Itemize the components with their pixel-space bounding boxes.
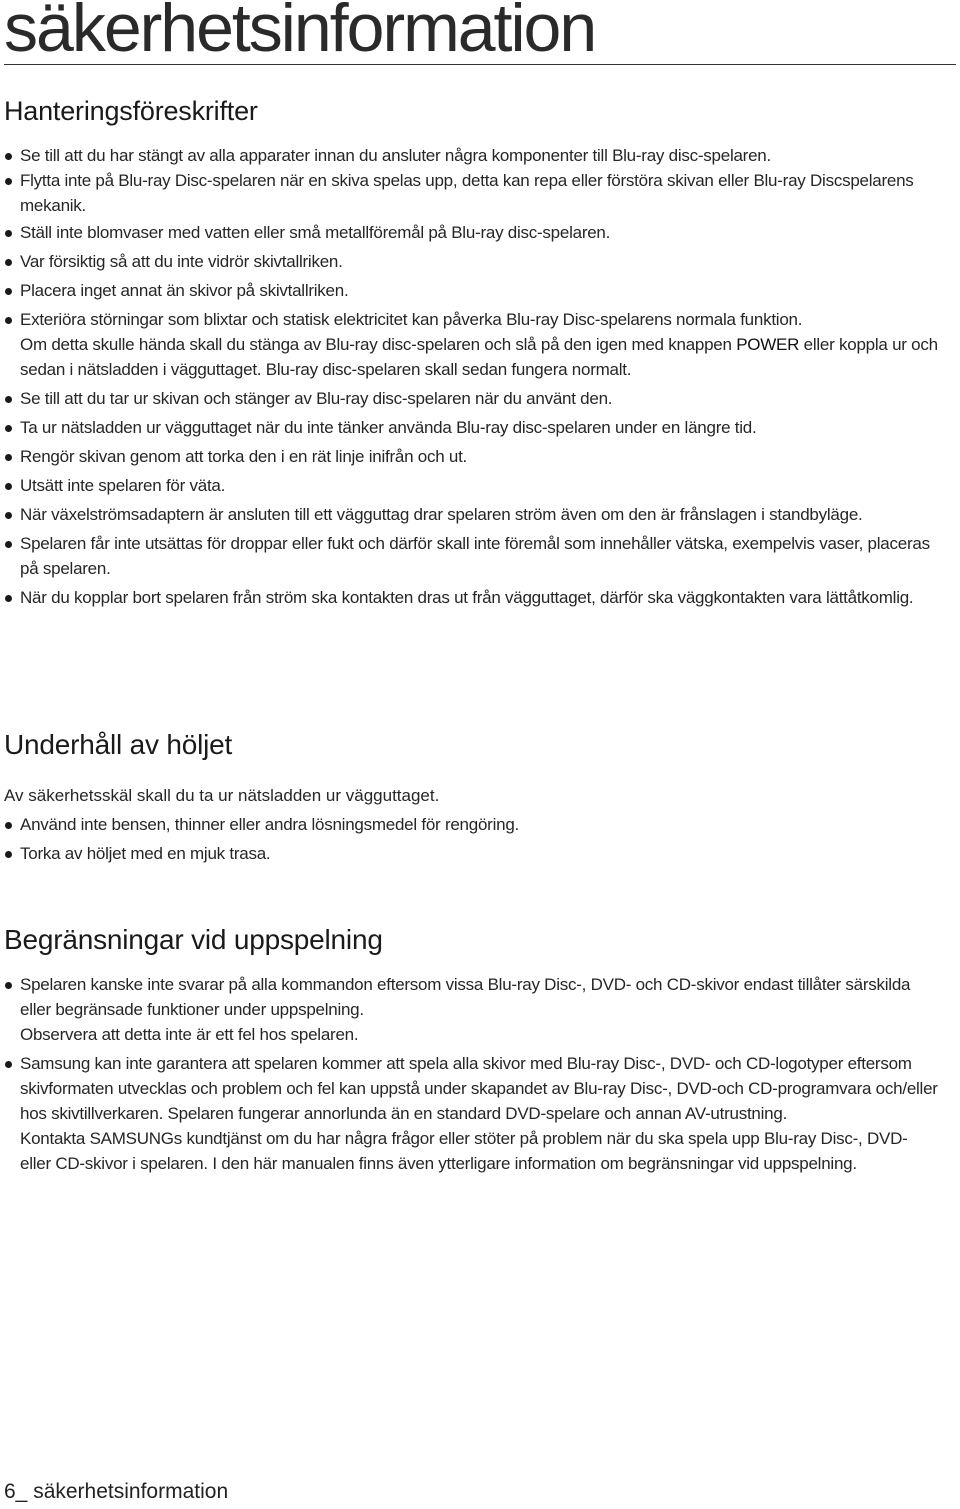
list-item: Samsung kan inte garantera att spelaren kommer att spela alla skivor med Blu-ray Disc-, DVD- och CD-logotyper eftersom skivformaten utvecklas och problem och fel kan uppstå under skapandet av Blu-ray Disc-, DVD-och CD-programvara och/eller hos skivtillverkaren. Spelaren fungerar annorlunda än en standard DVD-spelare och annan AV-utrustning. Kontakta SAMSUNGs kundtjänst om du har några frågor eller stöter på problem när du ska spela upp Blu-ray Disc-, DVD- eller CD-skivor i spelaren. I den här manualen finns även ytterligare information om begränsningar vid uppspelning. — [20, 1053, 938, 1173]
maintenance-intro: Av säkerhetsskäl skall du ta ur nätsladden ur vägguttaget. — [4, 785, 440, 805]
list-item: Ställ inte blomvaser med vatten eller små metallföremål på Blu-ray disc-spelaren. — [20, 222, 611, 242]
list-item: Var försiktig så att du inte vidrör skivtallriken. — [20, 251, 343, 271]
maintenance-list — [4, 812, 942, 866]
list-item: Rengör skivan genom att torka den i en rät linje inifrån och ut. — [20, 446, 468, 466]
list-item: Använd inte bensen, thinner eller andra lösningsmedel för rengöring. — [20, 814, 519, 834]
handling-list — [4, 143, 942, 610]
footer-label: säkerhetsinformation — [33, 1480, 229, 1503]
list-item: Flytta inte på Blu-ray Disc-spelaren när en skiva spelas upp, detta kan repa eller förstöra skivan eller Blu-ray Discspelarens mekanik. — [20, 170, 914, 215]
limitations-list — [4, 972, 942, 1176]
list-item: Spelaren kanske inte svarar på alla kommandon eftersom vissa Blu-ray Disc-, DVD- och CD-skivor endast tillåter särskilda eller begränsade funktioner under uppspelning. Observera att detta inte är ett fel hos spelaren. — [20, 974, 911, 1044]
page-number: 6_ — [4, 1480, 28, 1503]
section-housing-maintenance — [4, 730, 942, 866]
list-item: Se till att du har stängt av alla apparater innan du ansluter några komponenter till Blu-ray disc-spelaren. — [20, 145, 771, 165]
list-item: Placera inget annat än skivor på skivtallriken. — [20, 280, 349, 300]
list-item: Se till att du tar ur skivan och stänger av Blu-ray disc-spelaren när du använt den. — [20, 388, 613, 408]
section-heading-limitations: Begränsningar vid uppspelning — [4, 924, 383, 955]
list-item: Exteriöra störningar som blixtar och statisk elektricitet kan påverka Blu-ray Disc-spelarens normala funktion. Om detta skulle hända skall du stänga av Blu-ray disc-spelaren och slå på den igen med knappen POWER eller koppla ur och sedan i nätsladden i vägguttaget. Blu-ray disc-spelaren skall sedan fungera normalt. — [20, 309, 938, 379]
list-item: Spelaren får inte utsättas för droppar eller fukt och därför skall inte föremål som innehåller vätska, exempelvis vaser, placeras på spelaren. — [20, 533, 930, 578]
section-heading-maintenance: Underhåll av höljet — [4, 729, 233, 760]
section-handling-precautions — [4, 97, 942, 610]
list-item: Ta ur nätsladden ur vägguttaget när du inte tänker använda Blu-ray disc-spelaren under en längre tid. — [20, 417, 757, 437]
title-divider — [4, 64, 956, 65]
page-title: säkerhetsinformation — [4, 0, 596, 66]
list-item: När du kopplar bort spelaren från ström ska kontakten dras ut från vägguttaget, därför ska väggkontakten vara lättåtkomlig. — [20, 587, 914, 607]
section-playback-limitations — [4, 925, 942, 1176]
page-footer — [4, 1480, 228, 1504]
list-item: Utsätt inte spelaren för väta. — [20, 475, 226, 495]
section-heading-handling: Hanteringsföreskrifter — [4, 96, 258, 126]
list-item: Torka av höljet med en mjuk trasa. — [20, 843, 271, 863]
list-item: När växelströmsadaptern är ansluten till ett vägguttag drar spelaren ström även om den är frånslagen i standbyläge. — [20, 504, 863, 524]
power-key-label: POWER — [736, 334, 800, 354]
